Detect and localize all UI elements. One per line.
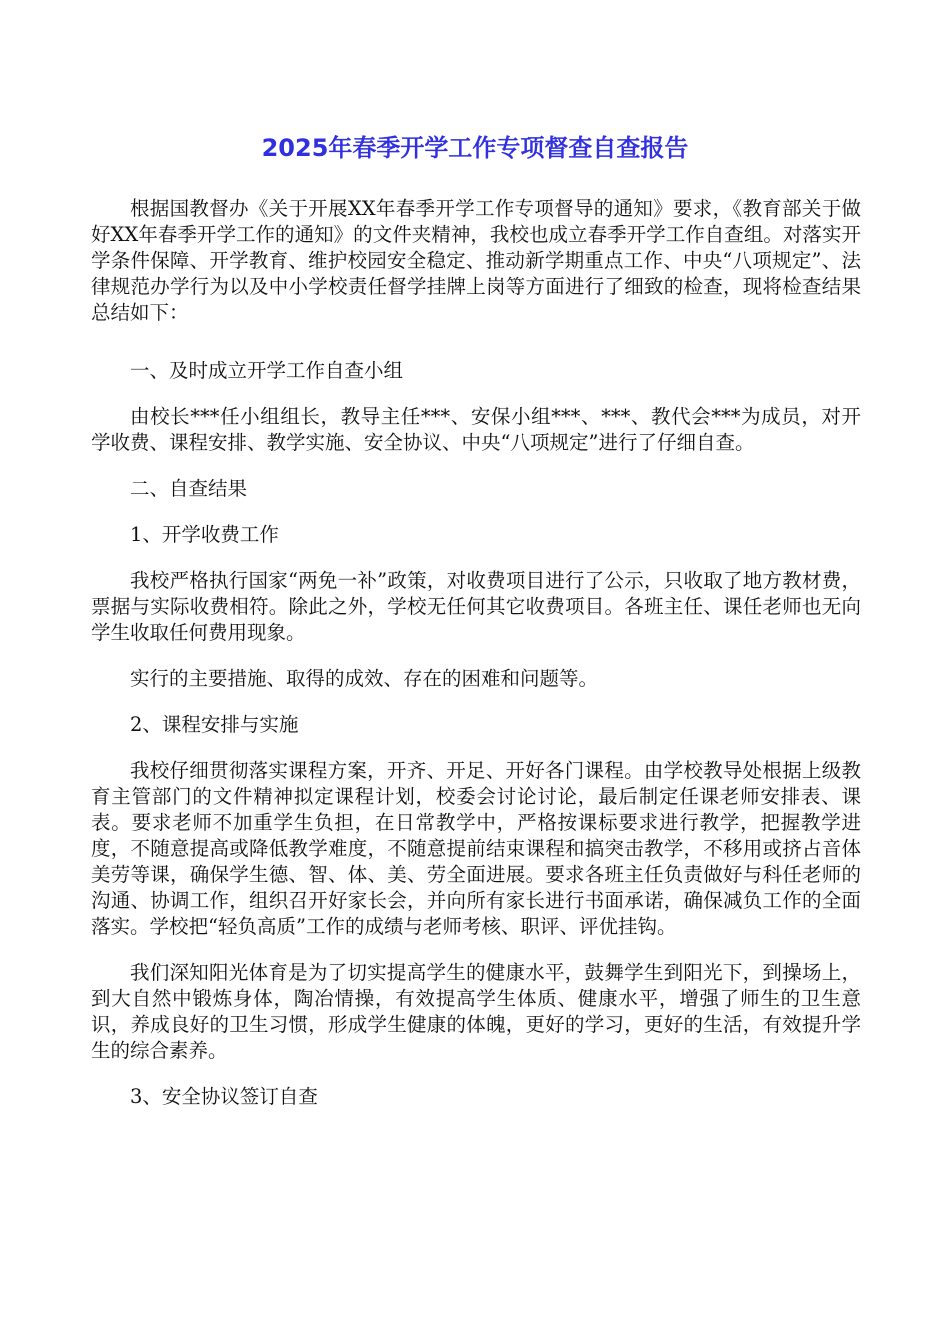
intro-paragraph: 根据国教督办《关于开展XX年春季开学工作专项督导的通知》要求，《教育部关于做好XX年春季开学工作的通知》的文件夹精神，我校也成立春季开学工作自查组。对落实开学条件保障、开学教育、维护校园安全稳定、推动新学期重点工作、中央“八项规定”、法律规范办学行为以及中小学校责任督学挂牌上岗等方面进行了细致的检查，现将检查结果总结如下： (91, 197, 861, 324)
section-heading-2: 二、自查结果 (130, 477, 248, 500)
document-title: 2025年春季开学工作专项督查自查报告 (261, 134, 689, 162)
paragraph-curriculum: 我校仔细贯彻落实课程方案，开齐、开足、开好各门课程。由学校教导处根据上级教育主管部门的文件精神拟定课程计划，校委会讨论讨论，最后制定任课老师安排表、课表。要求老师不加重学生负担，在日常教学中，严格按课标要求进行教学，把握教学进度，不随意提高或降低教学难度，不随意提前结束课程和搞突击教学，不移用或挤占音体美劳等课，确保学生德、智、体、美、劳全面进展。要求各班主任负责做好与科任老师的沟通、协调工作，组织召开好家长会，并向所有家长进行书面承诺，确保减负工作的全面落实。学校把“轻负高质”工作的成绩与老师考核、职评、评优挂钩。 (91, 759, 861, 938)
paragraph-measures: 实行的主要措施、取得的成效、存在的困难和问题等。 (130, 667, 599, 690)
subsection-heading-1: 1、开学收费工作 (130, 523, 279, 546)
section-heading-1: 一、及时成立开学工作自查小组 (130, 359, 404, 382)
paragraph-sports: 我们深知阳光体育是为了切实提高学生的健康水平，鼓舞学生到阳光下，到操场上，到大自然中锻炼身体，陶冶情操，有效提高学生体质、健康水平，增强了师生的卫生意识，养成良好的卫生习惯，形成学生健康的体魄，更好的学习，更好的生活，有效提升学生的综合素养。 (91, 961, 861, 1062)
subsection-heading-3: 3、安全协议签订自查 (130, 1085, 318, 1108)
document-body (91, 196, 861, 1110)
subsection-heading-2: 2、课程安排与实施 (130, 713, 299, 736)
paragraph-team: 由校长***任小组组长，教导主任***、安保小组***、***、教代会***为成员，对开学收费、课程安排、教学实施、安全协议、中央“八项规定”进行了仔细自查。 (91, 405, 861, 454)
paragraph-fees: 我校严格执行国家“两免一补”政策，对收费项目进行了公示，只收取了地方教材费，票据与实际收费相符。除此之外，学校无任何其它收费项目。各班主任、课任老师也无向学生收取任何费用现象。 (91, 569, 861, 644)
